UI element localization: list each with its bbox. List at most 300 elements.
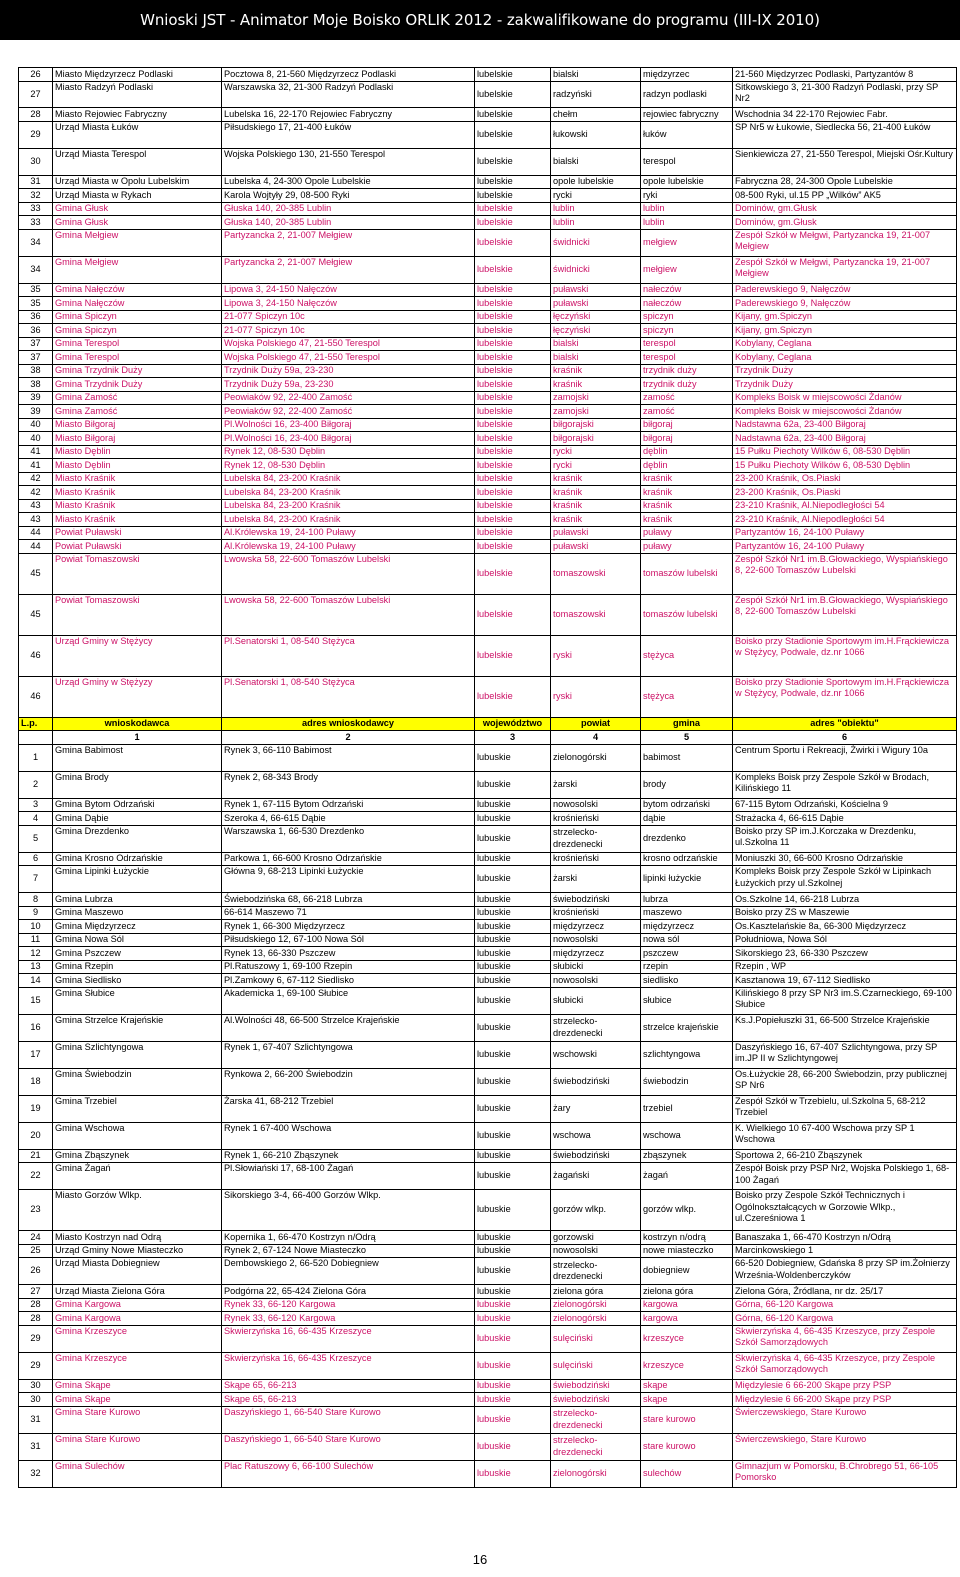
cell-commune: ryki bbox=[641, 189, 733, 203]
cell-voivodeship: lubelskie bbox=[475, 68, 551, 82]
cell-applicant-address: Pl.Wolności 16, 23-400 Biłgoraj bbox=[222, 418, 475, 432]
cell-county: bialski bbox=[551, 148, 641, 175]
cell-commune: terespol bbox=[641, 337, 733, 351]
cell-row-number: 33 bbox=[19, 202, 53, 216]
cell-applicant-address: Skwierzyńska 16, 66-435 Krzeszyce bbox=[222, 1325, 475, 1352]
cell-row-number: 18 bbox=[19, 1068, 53, 1095]
table-row bbox=[19, 852, 957, 866]
cell-county: zamojski bbox=[551, 391, 641, 405]
cell-row-number: 27 bbox=[19, 1285, 53, 1299]
cell-applicant: Gmina Międzyrzecz bbox=[53, 920, 222, 934]
cell-commune: lipinki łużyckie bbox=[641, 866, 733, 893]
cell-applicant-address: Karola Wojtyły 29, 08-500 Ryki bbox=[222, 189, 475, 203]
cell-voivodeship: lubuskie bbox=[475, 1406, 551, 1433]
cell-county: świebodziński bbox=[551, 1149, 641, 1163]
table-row bbox=[19, 499, 957, 513]
cell-voivodeship: lubelskie bbox=[475, 216, 551, 230]
cell-facility-address: 15 Pułku Piechoty Wilków 6, 08-530 Dęblin bbox=[733, 459, 957, 473]
cell-facility-address: Sienkiewicza 27, 21-550 Terespol, Miejski Ośr.Kultury bbox=[733, 148, 957, 175]
cell-applicant: Miasto Kraśnik bbox=[53, 472, 222, 486]
cell-facility-address: Dominów, gm.Głusk bbox=[733, 216, 957, 230]
table-row bbox=[19, 1068, 957, 1095]
table-row bbox=[19, 1014, 957, 1041]
cell-county: zielonogórski bbox=[551, 1460, 641, 1487]
cell-commune: kargowa bbox=[641, 1298, 733, 1312]
cell-applicant-address: Rynek 2, 67-124 Nowe Miasteczko bbox=[222, 1244, 475, 1258]
table-row bbox=[19, 445, 957, 459]
cell-voivodeship: lubuskie bbox=[475, 744, 551, 771]
cell-applicant: Powiat Puławski bbox=[53, 526, 222, 540]
cell-applicant-address: Skąpe 65, 66-213 bbox=[222, 1393, 475, 1407]
cell-county: kraśnik bbox=[551, 486, 641, 500]
cell-county: kraśnik bbox=[551, 378, 641, 392]
cell-county: nowosolski bbox=[551, 933, 641, 947]
cell-voivodeship: lubuskie bbox=[475, 866, 551, 893]
table-row bbox=[19, 526, 957, 540]
cell-row-number: 29 bbox=[19, 1325, 53, 1352]
cell-applicant-address: Kopernika 1, 66-470 Kostrzyn n/Odrą bbox=[222, 1231, 475, 1245]
cell-applicant: Gmina Głusk bbox=[53, 216, 222, 230]
cell-county: strzelecko-drezdenecki bbox=[551, 1406, 641, 1433]
cell-applicant-address: Główna 9, 68-213 Lipinki Łużyckie bbox=[222, 866, 475, 893]
cell-county: zielona góra bbox=[551, 1285, 641, 1299]
cell-facility-address: Daszyńskiego 16, 67-407 Szlichtyngowa, przy SP im.JP II w Szlichtyngowej bbox=[733, 1041, 957, 1068]
cell-voivodeship: lubuskie bbox=[475, 1068, 551, 1095]
cell-facility-address: 08-500 Ryki, ul.15 PP „Wilków” AK5 bbox=[733, 189, 957, 203]
table-row bbox=[19, 310, 957, 324]
cell-applicant-address: Trzydnik Duży 59a, 23-230 bbox=[222, 364, 475, 378]
cell-applicant: Gmina Skąpe bbox=[53, 1393, 222, 1407]
cell-applicant-address: Partyzancka 2, 21-007 Mełgiew bbox=[222, 229, 475, 256]
cell-row-number: 43 bbox=[19, 499, 53, 513]
cell-county: tomaszowski bbox=[551, 594, 641, 635]
cell-applicant-address: Al.Królewska 19, 24-100 Puławy bbox=[222, 526, 475, 540]
cell-row-number: 25 bbox=[19, 1244, 53, 1258]
cell-facility-address: Skwierzyńska 4, 66-435 Krzeszyce, przy Zespole Szkół Samorządowych bbox=[733, 1352, 957, 1379]
cell-applicant-address: Lubelska 16, 22-170 Rejowiec Fabryczny bbox=[222, 108, 475, 122]
cell-commune: terespol bbox=[641, 148, 733, 175]
cell-commune: krzeszyce bbox=[641, 1325, 733, 1352]
results-table-body bbox=[19, 68, 957, 1488]
cell-applicant: Gmina Krosno Odrzańskie bbox=[53, 852, 222, 866]
cell-applicant: Gmina Głusk bbox=[53, 202, 222, 216]
cell-commune: krzeszyce bbox=[641, 1352, 733, 1379]
cell-voivodeship: lubelskie bbox=[475, 148, 551, 175]
cell-commune: dęblin bbox=[641, 445, 733, 459]
cell-commune: nowa sól bbox=[641, 933, 733, 947]
cell-commune: dęblin bbox=[641, 459, 733, 473]
cell-county: kraśnik bbox=[551, 513, 641, 527]
cell-commune: mełgiew bbox=[641, 256, 733, 283]
cell-applicant-address: Al.Wolności 48, 66-500 Strzelce Krajeńskie bbox=[222, 1014, 475, 1041]
cell-voivodeship: lubuskie bbox=[475, 1149, 551, 1163]
cell-facility-address: 66-520 Dobiegniew, Gdańska 8 przy SP im.Żołnierzy Września-Woldenberczyków bbox=[733, 1258, 957, 1285]
cell-facility-address: Międzylesie 6 66-200 Skąpe przy PSP bbox=[733, 1393, 957, 1407]
cell-row-number: 43 bbox=[19, 513, 53, 527]
cell-row-number: 30 bbox=[19, 148, 53, 175]
cell-facility-address: Kilińskiego 8 przy SP Nr3 im.S.Czarneckiego, 69-100 Słubice bbox=[733, 987, 957, 1014]
cell-commune: nałeczów bbox=[641, 297, 733, 311]
cell-applicant: Gmina Terespol bbox=[53, 351, 222, 365]
cell-voivodeship: lubuskie bbox=[475, 1298, 551, 1312]
cell-applicant: Gmina Zbąszynek bbox=[53, 1149, 222, 1163]
cell-commune: dąbie bbox=[641, 812, 733, 826]
cell-applicant: Miasto Dęblin bbox=[53, 459, 222, 473]
cell-commune: słubice bbox=[641, 987, 733, 1014]
table-row bbox=[19, 297, 957, 311]
cell-commune: kraśnik bbox=[641, 499, 733, 513]
cell-commune: nowe miasteczko bbox=[641, 1244, 733, 1258]
cell-applicant-address: Daszyńskiego 1, 66-540 Stare Kurowo bbox=[222, 1406, 475, 1433]
cell-voivodeship: lubelskie bbox=[475, 189, 551, 203]
cell-applicant-address: adres wnioskodawcy bbox=[222, 717, 475, 731]
cell-commune: stężyca bbox=[641, 676, 733, 717]
cell-county: strzelecko-drezdenecki bbox=[551, 1258, 641, 1285]
cell-row-number: 28 bbox=[19, 1298, 53, 1312]
table-row bbox=[19, 1122, 957, 1149]
cell-commune: skąpe bbox=[641, 1379, 733, 1393]
cell-applicant: Gmina Dąbie bbox=[53, 812, 222, 826]
cell-row-number: 42 bbox=[19, 486, 53, 500]
cell-county: łęczyński bbox=[551, 324, 641, 338]
cell-applicant: Gmina Lubrza bbox=[53, 893, 222, 907]
cell-applicant: wnioskodawca bbox=[53, 717, 222, 731]
cell-facility-address: Kijany, gm.Spiczyn bbox=[733, 310, 957, 324]
cell-voivodeship: lubelskie bbox=[475, 445, 551, 459]
cell-county: lublin bbox=[551, 216, 641, 230]
cell-row-number: 8 bbox=[19, 893, 53, 907]
cell-row-number: 31 bbox=[19, 1406, 53, 1433]
cell-applicant-address: Wojska Polskiego 47, 21-550 Terespol bbox=[222, 351, 475, 365]
cell-voivodeship: lubelskie bbox=[475, 297, 551, 311]
cell-applicant-address: Parkowa 1, 66-600 Krosno Odrzańskie bbox=[222, 852, 475, 866]
cell-voivodeship: lubelskie bbox=[475, 229, 551, 256]
cell-applicant-address: 66-614 Maszewo 71 bbox=[222, 906, 475, 920]
table-row bbox=[19, 1393, 957, 1407]
cell-voivodeship: lubuskie bbox=[475, 1095, 551, 1122]
cell-voivodeship: lubuskie bbox=[475, 1325, 551, 1352]
cell-commune: drezdenko bbox=[641, 825, 733, 852]
cell-county: lublin bbox=[551, 202, 641, 216]
document-header bbox=[0, 0, 960, 40]
cell-applicant: Gmina Terespol bbox=[53, 337, 222, 351]
cell-row-number: L.p. bbox=[19, 717, 53, 731]
cell-county: słubicki bbox=[551, 987, 641, 1014]
cell-row-number: 27 bbox=[19, 81, 53, 108]
cell-facility-address: Nadstawna 62a, 23-400 Biłgoraj bbox=[733, 418, 957, 432]
cell-voivodeship: lubuskie bbox=[475, 1041, 551, 1068]
table-row bbox=[19, 486, 957, 500]
table-row bbox=[19, 378, 957, 392]
cell-county: kraśnik bbox=[551, 499, 641, 513]
cell-row-number: 22 bbox=[19, 1163, 53, 1190]
cell-commune: maszewo bbox=[641, 906, 733, 920]
cell-county: bialski bbox=[551, 68, 641, 82]
table-row bbox=[19, 283, 957, 297]
cell-commune: międzyrzec bbox=[641, 68, 733, 82]
cell-voivodeship: lubuskie bbox=[475, 798, 551, 812]
cell-voivodeship: lubelskie bbox=[475, 310, 551, 324]
cell-commune: spiczyn bbox=[641, 310, 733, 324]
cell-facility-address: Skwierzyńska 4, 66-435 Krzeszyce, przy Zespole Szkół Samorządowych bbox=[733, 1325, 957, 1352]
cell-county: bialski bbox=[551, 337, 641, 351]
cell-voivodeship: lubelskie bbox=[475, 472, 551, 486]
table-row bbox=[19, 825, 957, 852]
cell-voivodeship: lubuskie bbox=[475, 1258, 551, 1285]
cell-commune: spiczyn bbox=[641, 324, 733, 338]
cell-row-number: 11 bbox=[19, 933, 53, 947]
cell-voivodeship: lubuskie bbox=[475, 1285, 551, 1299]
cell-county: nowosolski bbox=[551, 1244, 641, 1258]
table-row bbox=[19, 405, 957, 419]
table-row bbox=[19, 175, 957, 189]
cell-applicant: Gmina Nałęczów bbox=[53, 297, 222, 311]
cell-voivodeship: lubelskie bbox=[475, 418, 551, 432]
cell-voivodeship: lubelskie bbox=[475, 391, 551, 405]
table-row bbox=[19, 513, 957, 527]
cell-facility-address: Trzydnik Duży bbox=[733, 364, 957, 378]
table-row bbox=[19, 553, 957, 594]
cell-applicant-address: Dembowskiego 2, 66-520 Dobiegniew bbox=[222, 1258, 475, 1285]
table-row bbox=[19, 1285, 957, 1299]
cell-commune: puławy bbox=[641, 540, 733, 554]
cell-applicant: Gmina Spiczyn bbox=[53, 324, 222, 338]
cell-applicant: Gmina Stare Kurowo bbox=[53, 1406, 222, 1433]
cell-commune: szlichtyngowa bbox=[641, 1041, 733, 1068]
cell-applicant-address: Lubelska 84, 23-200 Kraśnik bbox=[222, 499, 475, 513]
cell-row-number: 38 bbox=[19, 378, 53, 392]
cell-county: powiat bbox=[551, 717, 641, 731]
cell-row-number: 40 bbox=[19, 418, 53, 432]
cell-county: bialski bbox=[551, 351, 641, 365]
cell-voivodeship: lubuskie bbox=[475, 1163, 551, 1190]
cell-county: chełm bbox=[551, 108, 641, 122]
table-row bbox=[19, 1325, 957, 1352]
cell-applicant-address: 21-077 Spiczyn 10c bbox=[222, 310, 475, 324]
cell-applicant: Gmina Sulechów bbox=[53, 1460, 222, 1487]
cell-county: gorzowski bbox=[551, 1231, 641, 1245]
cell-row-number: 41 bbox=[19, 459, 53, 473]
cell-applicant-address: Peowiaków 92, 22-400 Zamość bbox=[222, 391, 475, 405]
table-row bbox=[19, 1379, 957, 1393]
cell-county: łukowski bbox=[551, 121, 641, 148]
cell-row-number: 29 bbox=[19, 121, 53, 148]
cell-county: strzelecko-drezdenecki bbox=[551, 1433, 641, 1460]
cell-applicant: Gmina Drezdenko bbox=[53, 825, 222, 852]
cell-row-number: 28 bbox=[19, 108, 53, 122]
cell-facility-address: Boisko przy Stadionie Sportowym im.H.Frąckiewicza w Stężycy, Podwale, dz.nr 1066 bbox=[733, 676, 957, 717]
table-row bbox=[19, 1298, 957, 1312]
cell-voivodeship: lubelskie bbox=[475, 378, 551, 392]
cell-voivodeship: lubelskie bbox=[475, 405, 551, 419]
cell-applicant: Gmina Stare Kurowo bbox=[53, 1433, 222, 1460]
cell-voivodeship: lubelskie bbox=[475, 364, 551, 378]
cell-facility-address: Zespół Szkół w Mełgwi, Partyzancka 19, 21-007 Mełgiew bbox=[733, 256, 957, 283]
cell-facility-address: Os.Szkolne 14, 66-218 Lubrza bbox=[733, 893, 957, 907]
table-row bbox=[19, 960, 957, 974]
cell-facility-address: Zielona Góra, Źródlana, nr dz. 25/17 bbox=[733, 1285, 957, 1299]
cell-facility-address: Marcinkowskiego 1 bbox=[733, 1244, 957, 1258]
cell-facility-address: Dominów, gm.Głusk bbox=[733, 202, 957, 216]
cell-applicant-address: Rynek 1, 67-407 Szlichtyngowa bbox=[222, 1041, 475, 1068]
table-row bbox=[19, 540, 957, 554]
cell-facility-address: Południowa, Nowa Sól bbox=[733, 933, 957, 947]
cell-commune: gmina bbox=[641, 717, 733, 731]
cell-voivodeship: lubelskie bbox=[475, 499, 551, 513]
cell-applicant: Gmina Mełgiew bbox=[53, 256, 222, 283]
cell-row-number: 19 bbox=[19, 1095, 53, 1122]
table-row bbox=[19, 189, 957, 203]
cell-voivodeship: lubelskie bbox=[475, 337, 551, 351]
cell-commune: kraśnik bbox=[641, 513, 733, 527]
cell-row-number: 32 bbox=[19, 189, 53, 203]
cell-row-number: 26 bbox=[19, 1258, 53, 1285]
cell-commune: mełgiew bbox=[641, 229, 733, 256]
cell-commune: stare kurowo bbox=[641, 1406, 733, 1433]
cell-row-number: 36 bbox=[19, 324, 53, 338]
cell-facility-address: Banaszaka 1, 66-470 Kostrzyn n/Odrą bbox=[733, 1231, 957, 1245]
cell-applicant-address: Żarska 41, 68-212 Trzebiel bbox=[222, 1095, 475, 1122]
cell-applicant-address: Podgórna 22, 65-424 Zielona Góra bbox=[222, 1285, 475, 1299]
cell-applicant: Miasto Gorzów Wlkp. bbox=[53, 1190, 222, 1231]
cell-applicant-address: Pocztowa 8, 21-560 Międzyrzecz Podlaski bbox=[222, 68, 475, 82]
cell-applicant: Urząd Miasta w Opolu Lubelskim bbox=[53, 175, 222, 189]
cell-county: puławski bbox=[551, 283, 641, 297]
cell-applicant-address: Rynek 12, 08-530 Dęblin bbox=[222, 459, 475, 473]
cell-commune: biłgoraj bbox=[641, 432, 733, 446]
cell-facility-address: Zespół Szkół w Trzebielu, ul.Szkolna 5, 68-212 Trzebiel bbox=[733, 1095, 957, 1122]
cell-voivodeship: lubuskie bbox=[475, 1231, 551, 1245]
cell-facility-address: Międzylesie 6 66-200 Skąpe przy PSP bbox=[733, 1379, 957, 1393]
cell-applicant: Gmina Trzebiel bbox=[53, 1095, 222, 1122]
cell-county: sulęciński bbox=[551, 1352, 641, 1379]
cell-county: puławski bbox=[551, 297, 641, 311]
cell-applicant-address: Rynek 33, 66-120 Kargowa bbox=[222, 1298, 475, 1312]
table-row bbox=[19, 337, 957, 351]
cell-row-number: 2 bbox=[19, 771, 53, 798]
cell-voivodeship: lubelskie bbox=[475, 486, 551, 500]
cell-row-number: 15 bbox=[19, 987, 53, 1014]
cell-applicant: Urząd Miasta Zielona Góra bbox=[53, 1285, 222, 1299]
cell-applicant: Miasto Biłgoraj bbox=[53, 418, 222, 432]
table-row bbox=[19, 717, 957, 731]
cell-facility-address: Trzydnik Duży bbox=[733, 378, 957, 392]
table-row bbox=[19, 391, 957, 405]
cell-applicant-address: Lubelska 84, 23-200 Kraśnik bbox=[222, 472, 475, 486]
table-row bbox=[19, 1163, 957, 1190]
cell-county: radzyński bbox=[551, 81, 641, 108]
cell-commune: opole lubelskie bbox=[641, 175, 733, 189]
cell-voivodeship: lubelskie bbox=[475, 635, 551, 676]
cell-facility-address: Partyzantów 16, 24-100 Puławy bbox=[733, 540, 957, 554]
table-row bbox=[19, 1244, 957, 1258]
cell-voivodeship: lubelskie bbox=[475, 175, 551, 189]
table-row bbox=[19, 635, 957, 676]
cell-applicant: Miasto Radzyń Podlaski bbox=[53, 81, 222, 108]
cell-applicant-address: Partyzancka 2, 21-007 Mełgiew bbox=[222, 256, 475, 283]
cell-commune: 5 bbox=[641, 731, 733, 745]
cell-voivodeship: lubuskie bbox=[475, 1014, 551, 1041]
cell-applicant: Gmina Rzepin bbox=[53, 960, 222, 974]
cell-applicant: Miasto Kostrzyn nad Odrą bbox=[53, 1231, 222, 1245]
cell-applicant-address: Piłsudskiego 12, 67-100 Nowa Sól bbox=[222, 933, 475, 947]
cell-voivodeship: lubuskie bbox=[475, 1433, 551, 1460]
table-row bbox=[19, 121, 957, 148]
cell-county: żarski bbox=[551, 866, 641, 893]
cell-applicant-address: Lubelska 84, 23-200 Kraśnik bbox=[222, 513, 475, 527]
cell-row-number: 31 bbox=[19, 175, 53, 189]
table-row bbox=[19, 324, 957, 338]
cell-voivodeship: lubuskie bbox=[475, 1312, 551, 1326]
table-row bbox=[19, 594, 957, 635]
table-row bbox=[19, 1312, 957, 1326]
cell-applicant: Gmina Krzeszyce bbox=[53, 1352, 222, 1379]
cell-commune: świebodzin bbox=[641, 1068, 733, 1095]
cell-row-number: 3 bbox=[19, 798, 53, 812]
table-row bbox=[19, 216, 957, 230]
cell-commune: terespol bbox=[641, 351, 733, 365]
cell-county: rycki bbox=[551, 445, 641, 459]
cell-applicant-address: Rynek 13, 66-330 Pszczew bbox=[222, 947, 475, 961]
cell-applicant: Powiat Puławski bbox=[53, 540, 222, 554]
cell-commune: rzepin bbox=[641, 960, 733, 974]
cell-voivodeship: lubelskie bbox=[475, 459, 551, 473]
cell-county: puławski bbox=[551, 540, 641, 554]
cell-applicant-address: Rynek 1, 66-300 Międzyrzecz bbox=[222, 920, 475, 934]
cell-applicant: Gmina Maszewo bbox=[53, 906, 222, 920]
cell-county: zielonogórski bbox=[551, 744, 641, 771]
cell-applicant: Urząd Gminy w Stężyzy bbox=[53, 676, 222, 717]
cell-county: strzelecko-drezdenecki bbox=[551, 1014, 641, 1041]
cell-row-number: 20 bbox=[19, 1122, 53, 1149]
cell-voivodeship: lubuskie bbox=[475, 825, 551, 852]
table-row bbox=[19, 974, 957, 988]
cell-row-number bbox=[19, 731, 53, 745]
cell-commune: biłgoraj bbox=[641, 418, 733, 432]
cell-applicant: Miasto Kraśnik bbox=[53, 499, 222, 513]
cell-county: ryski bbox=[551, 676, 641, 717]
cell-voivodeship: lubelskie bbox=[475, 594, 551, 635]
cell-facility-address: Nadstawna 62a, 23-400 Biłgoraj bbox=[733, 432, 957, 446]
cell-facility-address: Ks.J.Popiełuszki 31, 66-500 Strzelce Krajeńskie bbox=[733, 1014, 957, 1041]
cell-voivodeship: lubelskie bbox=[475, 526, 551, 540]
cell-voivodeship: lubelskie bbox=[475, 553, 551, 594]
cell-row-number: 32 bbox=[19, 1460, 53, 1487]
cell-applicant-address: 2 bbox=[222, 731, 475, 745]
cell-voivodeship: lubelskie bbox=[475, 81, 551, 108]
cell-applicant-address: Głuska 140, 20-385 Lublin bbox=[222, 216, 475, 230]
cell-facility-address: 67-115 Bytom Odrzański, Kościelna 9 bbox=[733, 798, 957, 812]
cell-facility-address: Boisko przy ZS w Maszewie bbox=[733, 906, 957, 920]
cell-county: międzyrzecz bbox=[551, 920, 641, 934]
cell-commune: tomaszów lubelski bbox=[641, 594, 733, 635]
cell-row-number: 34 bbox=[19, 256, 53, 283]
cell-voivodeship: lubuskie bbox=[475, 1460, 551, 1487]
table-row bbox=[19, 920, 957, 934]
cell-facility-address: Kijany, gm.Spiczyn bbox=[733, 324, 957, 338]
table-row bbox=[19, 68, 957, 82]
cell-commune: zielona góra bbox=[641, 1285, 733, 1299]
table-row bbox=[19, 229, 957, 256]
cell-voivodeship: lubelskie bbox=[475, 202, 551, 216]
cell-applicant-address: Świebodzińska 68, 66-218 Lubrza bbox=[222, 893, 475, 907]
cell-row-number: 9 bbox=[19, 906, 53, 920]
cell-applicant-address: Lubelska 4, 24-300 Opole Lubelskie bbox=[222, 175, 475, 189]
cell-row-number: 1 bbox=[19, 744, 53, 771]
cell-county: strzelecko-drezdenecki bbox=[551, 825, 641, 852]
cell-facility-address: Fabryczna 28, 24-300 Opole Lubelskie bbox=[733, 175, 957, 189]
cell-row-number: 38 bbox=[19, 364, 53, 378]
